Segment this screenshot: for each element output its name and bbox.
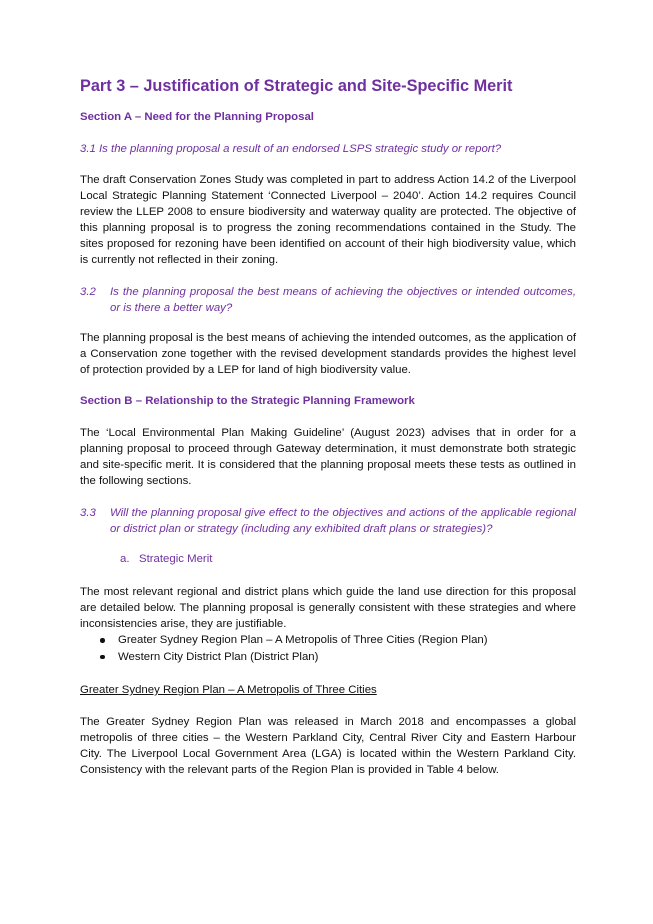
- answer-3-2: The planning proposal is the best means of achieving the intended outcomes, as the application of a Conservation zone together with the revised development standards provides the highest level of protection provided by a LEP for land of high biodiversity value.: [80, 332, 576, 376]
- question-3-2-number: 3.2: [80, 286, 96, 298]
- list-item-text: Western City District Plan (District Plan): [118, 650, 319, 663]
- plans-list: [80, 632, 576, 665]
- region-plan-text: The Greater Sydney Region Plan was released in March 2018 and encompasses a global metropolis of three cities – the Western Parkland City, Central River City and Eastern Harbour City. The Liverpool Local Government Area (LGA) is located within the Western Parkland City. Consistency with the relevant parts of the Region Plan is provided in Table 4 below.: [80, 716, 576, 776]
- bullet-icon: [100, 638, 105, 643]
- region-plan-heading: Greater Sydney Region Plan – A Metropolis of Three Cities: [80, 684, 377, 696]
- question-3-2-text: Is the planning proposal the best means of achieving the objectives or intended outcomes, or is there a better way?: [110, 286, 576, 314]
- section-a-heading: Section A – Need for the Planning Proposal: [80, 111, 314, 123]
- question-3-2: [80, 284, 576, 316]
- question-3-1-text: 3.1 Is the planning proposal a result of an endorsed LSPS strategic study or report?: [80, 143, 502, 155]
- answer-3-1: The draft Conservation Zones Study was completed in part to address Action 14.2 of the Liverpool Local Strategic Planning Statement ‘Connected Liverpool – 2040’. Action 14.2 requires Council review the LLEP 2008 to ensure biodiversity and waterway quality are protected. The objective of this planning proposal is to progress the zoning recommendations contained in the Study. The sites proposed for rezoning have been identified on account of their high biodiversity value, which is currently not reflected in their zoning.: [80, 174, 576, 266]
- question-3-1: [80, 141, 576, 157]
- section-b-heading: Section B – Relationship to the Strategic Planning Framework: [80, 395, 415, 407]
- strategic-merit-subheading: a. Strategic Merit: [120, 553, 213, 565]
- question-3-3: [80, 505, 576, 537]
- part-heading: Part 3 – Justification of Strategic and Site-Specific Merit: [80, 77, 513, 95]
- bullet-icon: [100, 655, 105, 660]
- section-b-intro: The ‘Local Environmental Plan Making Guideline’ (August 2023) advises that in order for a planning proposal to proceed through Gateway determination, it must demonstrate both strategic and site-specific merit. It is considered that the planning proposal meets these tests as outlined in the following sections.: [80, 427, 576, 487]
- list-item: [80, 632, 576, 649]
- plans-intro: The most relevant regional and district plans which guide the land use direction for this proposal are detailed below. The planning proposal is generally consistent with these strategies and where inconsistencies arise, they are justifiable.: [80, 586, 576, 630]
- question-3-3-number: 3.3: [80, 507, 96, 519]
- question-3-3-text: Will the planning proposal give effect to the objectives and actions of the applicable regional or district plan or strategy (including any exhibited draft plans or strategies)?: [110, 507, 576, 535]
- list-item-text: Greater Sydney Region Plan – A Metropolis of Three Cities (Region Plan): [118, 634, 488, 646]
- list-item: [80, 649, 576, 666]
